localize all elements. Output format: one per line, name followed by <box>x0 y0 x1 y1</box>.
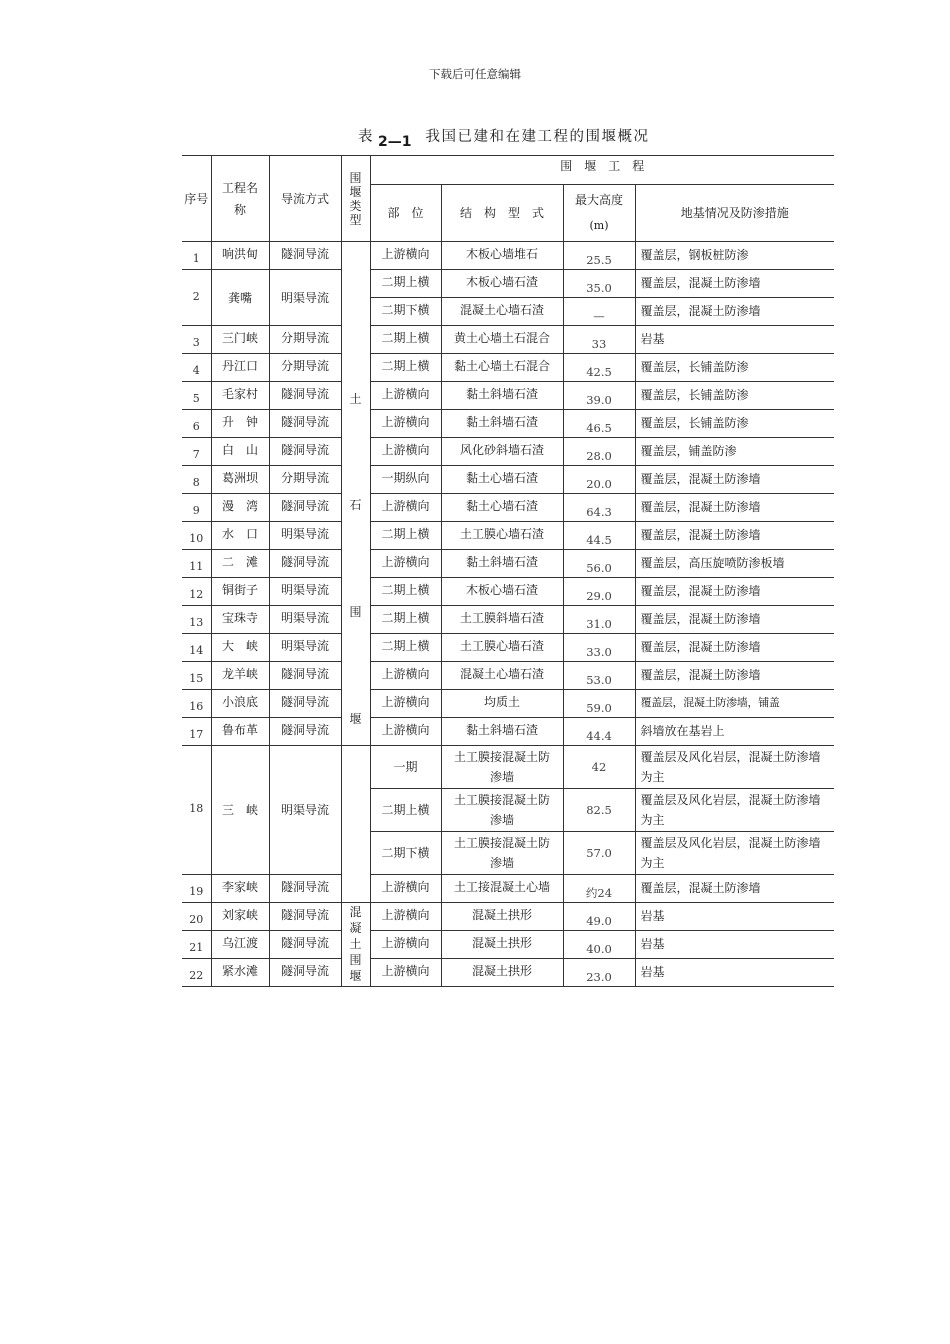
title-number: 2—1 <box>378 134 412 150</box>
cell-name: 李家峡 <box>211 875 269 903</box>
cell-part: 二期上横 <box>370 522 441 550</box>
table-row <box>182 903 834 931</box>
cell-structure: 黏土斜墙石渣 <box>441 382 563 410</box>
cell-diversion: 隧洞导流 <box>269 662 341 690</box>
cell-seq: 5 <box>182 382 211 410</box>
cell-name: 小浪底 <box>211 690 269 718</box>
type-char: 围 <box>349 953 362 967</box>
cell-diversion: 隧洞导流 <box>269 438 341 466</box>
header-type: 围堰类型 <box>341 156 370 242</box>
cell-diversion: 隧洞导流 <box>269 382 341 410</box>
cell-name: 龚嘴 <box>211 270 269 326</box>
cell-structure: 黏土斜墙石渣 <box>441 550 563 578</box>
cell-seq: 6 <box>182 410 211 438</box>
cell-foundation: 覆盖层，混凝土防渗墙 <box>635 578 834 606</box>
cell-height: 33.0 <box>563 634 635 662</box>
table-row <box>182 466 834 494</box>
header-height-label: 最大高度 <box>574 193 623 207</box>
cell-foundation: 覆盖层及风化岩层，混凝土防渗墙为主 <box>635 789 834 832</box>
cell-part: 一期 <box>370 746 441 789</box>
cell-height: 59.0 <box>563 690 635 718</box>
cell-height: 64.3 <box>563 494 635 522</box>
table-row <box>182 410 834 438</box>
cell-foundation: 覆盖层，混凝土防渗墙 <box>635 522 834 550</box>
cell-foundation: 覆盖层，长铺盖防渗 <box>635 382 834 410</box>
cell-part: 一期纵向 <box>370 466 441 494</box>
header-seq: 序号 <box>182 156 211 242</box>
cell-name: 二 滩 <box>211 550 269 578</box>
cell-name: 三 峡 <box>211 746 269 875</box>
cell-part: 上游横向 <box>370 690 441 718</box>
cell-part: 上游横向 <box>370 550 441 578</box>
cell-height: 40.0 <box>563 931 635 959</box>
title-prefix: 表 <box>358 129 374 145</box>
cell-name: 宝珠寺 <box>211 606 269 634</box>
cell-diversion: 明渠导流 <box>269 634 341 662</box>
cell-height: 42.5 <box>563 354 635 382</box>
cell-seq: 11 <box>182 550 211 578</box>
cell-foundation: 覆盖层，混凝土防渗墙，铺盖 <box>635 690 834 718</box>
cell-name: 刘家峡 <box>211 903 269 931</box>
cell-part: 上游横向 <box>370 931 441 959</box>
cell-structure: 木板心墙石渣 <box>441 270 563 298</box>
cell-part: 上游横向 <box>370 494 441 522</box>
cell-seq: 22 <box>182 959 211 987</box>
type-earth-rock-tail <box>341 746 370 903</box>
cell-structure: 混凝土拱形 <box>441 903 563 931</box>
cell-height: 29.0 <box>563 578 635 606</box>
cell-part: 上游横向 <box>370 903 441 931</box>
cell-seq: 2 <box>182 270 211 326</box>
cell-part: 上游横向 <box>370 438 441 466</box>
type-concrete <box>341 903 370 987</box>
cell-part: 二期上横 <box>370 326 441 354</box>
cell-seq: 9 <box>182 494 211 522</box>
cell-foundation: 覆盖层，混凝土防渗墙 <box>635 298 834 326</box>
cell-name: 大 峡 <box>211 634 269 662</box>
cell-height: 20.0 <box>563 466 635 494</box>
cell-foundation: 岩基 <box>635 959 834 987</box>
cell-name: 白 山 <box>211 438 269 466</box>
cell-name: 升 钟 <box>211 410 269 438</box>
cell-structure: 黏土心墙土石混合 <box>441 354 563 382</box>
cell-name: 丹江口 <box>211 354 269 382</box>
cell-seq: 1 <box>182 242 211 270</box>
cell-seq: 16 <box>182 690 211 718</box>
cell-diversion: 隧洞导流 <box>269 494 341 522</box>
cell-name: 鲁布革 <box>211 718 269 746</box>
cell-structure: 土工膜接混凝土防渗墙 <box>441 746 563 789</box>
cell-diversion: 隧洞导流 <box>269 550 341 578</box>
cell-height: 44.4 <box>563 718 635 746</box>
cell-name: 紧水滩 <box>211 959 269 987</box>
header-note: 下载后可任意编辑 <box>429 67 521 81</box>
cell-part: 二期上横 <box>370 789 441 832</box>
cell-diversion: 隧洞导流 <box>269 931 341 959</box>
cell-seq: 7 <box>182 438 211 466</box>
table-row <box>182 270 834 298</box>
cofferdam-table <box>182 155 834 987</box>
table-row <box>182 354 834 382</box>
header-foundation: 地基情况及防渗措施 <box>635 185 834 242</box>
cell-name: 水 口 <box>211 522 269 550</box>
cell-diversion: 明渠导流 <box>269 746 341 875</box>
header-name: 工程名称 <box>211 156 269 242</box>
cell-diversion: 明渠导流 <box>269 270 341 326</box>
cell-part: 二期上横 <box>370 578 441 606</box>
type-char: 堰 <box>349 969 362 983</box>
cell-seq: 13 <box>182 606 211 634</box>
type-char: 堰 <box>349 712 362 726</box>
cell-seq: 8 <box>182 466 211 494</box>
cell-foundation: 覆盖层，混凝土防渗墙 <box>635 494 834 522</box>
cell-name: 三门峡 <box>211 326 269 354</box>
cell-structure: 土工膜接混凝土防渗墙 <box>441 832 563 875</box>
cell-structure: 黄土心墙土石混合 <box>441 326 563 354</box>
cell-name: 铜街子 <box>211 578 269 606</box>
cell-height: 56.0 <box>563 550 635 578</box>
cell-part: 二期上横 <box>370 354 441 382</box>
cell-height: 35.0 <box>563 270 635 298</box>
cell-seq: 17 <box>182 718 211 746</box>
table-row <box>182 438 834 466</box>
cell-seq: 12 <box>182 578 211 606</box>
type-char: 土 <box>349 937 362 951</box>
cell-structure: 土工膜接混凝土防渗墙 <box>441 789 563 832</box>
cell-foundation: 覆盖层，钢板桩防渗 <box>635 242 834 270</box>
cell-diversion: 分期导流 <box>269 354 341 382</box>
cell-diversion: 明渠导流 <box>269 522 341 550</box>
cell-name: 龙羊峡 <box>211 662 269 690</box>
table-row <box>182 578 834 606</box>
table-row <box>182 326 834 354</box>
cell-height: 57.0 <box>563 832 635 875</box>
type-char: 混 <box>349 905 362 919</box>
cell-foundation: 斜墙放在基岩上 <box>635 718 834 746</box>
cell-diversion: 隧洞导流 <box>269 718 341 746</box>
cell-diversion: 分期导流 <box>269 466 341 494</box>
cell-structure: 土工膜心墙石渣 <box>441 634 563 662</box>
title-text: 我国已建和在建工程的围堰概况 <box>425 129 650 145</box>
table-row <box>182 522 834 550</box>
cell-part: 上游横向 <box>370 959 441 987</box>
cell-structure: 土工膜心墙石渣 <box>441 522 563 550</box>
cell-foundation: 岩基 <box>635 903 834 931</box>
cell-diversion: 分期导流 <box>269 326 341 354</box>
cell-seq: 10 <box>182 522 211 550</box>
cell-structure: 土工接混凝土心墙 <box>441 875 563 903</box>
cell-foundation: 覆盖层，高压旋喷防渗板墙 <box>635 550 834 578</box>
cell-height: 28.0 <box>563 438 635 466</box>
type-char: 土 <box>349 392 362 406</box>
table-row <box>182 931 834 959</box>
cell-diversion: 明渠导流 <box>269 578 341 606</box>
table-row <box>182 550 834 578</box>
table-row <box>182 382 834 410</box>
cell-foundation: 覆盖层及风化岩层，混凝土防渗墙为主 <box>635 746 834 789</box>
cell-part: 二期下横 <box>370 832 441 875</box>
header-diversion: 导流方式 <box>269 156 341 242</box>
cell-seq: 4 <box>182 354 211 382</box>
type-earth-rock <box>341 242 370 746</box>
cell-name: 乌江渡 <box>211 931 269 959</box>
cell-structure: 风化砂斜墙石渣 <box>441 438 563 466</box>
cell-structure: 土工膜斜墙石渣 <box>441 606 563 634</box>
cell-part: 上游横向 <box>370 875 441 903</box>
cell-seq: 18 <box>182 746 211 875</box>
cell-height: 49.0 <box>563 903 635 931</box>
cell-diversion: 隧洞导流 <box>269 690 341 718</box>
cell-height: 42 <box>563 746 635 789</box>
cell-name: 葛洲坝 <box>211 466 269 494</box>
cell-diversion: 隧洞导流 <box>269 903 341 931</box>
cell-diversion: 隧洞导流 <box>269 959 341 987</box>
cell-foundation: 覆盖层，混凝土防渗墙 <box>635 875 834 903</box>
cell-foundation: 覆盖层，长铺盖防渗 <box>635 410 834 438</box>
cell-foundation: 覆盖层，长铺盖防渗 <box>635 354 834 382</box>
cell-part: 上游横向 <box>370 718 441 746</box>
header-height-unit: (m) <box>589 219 609 232</box>
table-row <box>182 690 834 718</box>
header-group: 围 堰 工 程 <box>370 156 834 185</box>
cell-height: 53.0 <box>563 662 635 690</box>
cell-part: 二期上横 <box>370 606 441 634</box>
table-row <box>182 959 834 987</box>
table-row <box>182 242 834 270</box>
cell-height: 44.5 <box>563 522 635 550</box>
cell-seq: 19 <box>182 875 211 903</box>
cell-height: 82.5 <box>563 789 635 832</box>
cell-part: 上游横向 <box>370 242 441 270</box>
table-row <box>182 634 834 662</box>
cell-part: 二期上横 <box>370 634 441 662</box>
cell-part: 上游横向 <box>370 662 441 690</box>
cell-structure: 黏土心墙石渣 <box>441 466 563 494</box>
cell-foundation: 覆盖层，混凝土防渗墙 <box>635 634 834 662</box>
cell-structure: 木板心墙堆石 <box>441 242 563 270</box>
cell-seq: 3 <box>182 326 211 354</box>
cell-structure: 混凝土拱形 <box>441 931 563 959</box>
cell-structure: 木板心墙石渣 <box>441 578 563 606</box>
cell-seq: 14 <box>182 634 211 662</box>
cell-height: 33 <box>563 326 635 354</box>
cell-part: 二期下横 <box>370 298 441 326</box>
header-structure: 结 构 型 式 <box>441 185 563 242</box>
cell-structure: 混凝土心墙石渣 <box>441 662 563 690</box>
cell-name: 毛家村 <box>211 382 269 410</box>
cell-height: 25.5 <box>563 242 635 270</box>
header-part: 部 位 <box>370 185 441 242</box>
cell-height: 31.0 <box>563 606 635 634</box>
cell-diversion: 隧洞导流 <box>269 410 341 438</box>
cell-foundation: 覆盖层，混凝土防渗墙 <box>635 466 834 494</box>
cell-structure: 黏土斜墙石渣 <box>441 410 563 438</box>
table-row <box>182 606 834 634</box>
cell-part: 二期上横 <box>370 270 441 298</box>
cell-foundation: 覆盖层，混凝土防渗墙 <box>635 662 834 690</box>
cell-seq: 20 <box>182 903 211 931</box>
cell-seq: 21 <box>182 931 211 959</box>
cell-height: 46.5 <box>563 410 635 438</box>
cell-structure: 黏土斜墙石渣 <box>441 718 563 746</box>
cell-part: 上游横向 <box>370 382 441 410</box>
table-row <box>182 718 834 746</box>
cell-height: — <box>563 298 635 326</box>
cell-diversion: 隧洞导流 <box>269 875 341 903</box>
cell-foundation: 覆盖层及风化岩层，混凝土防渗墙为主 <box>635 832 834 875</box>
cell-foundation: 覆盖层，铺盖防渗 <box>635 438 834 466</box>
cell-diversion: 隧洞导流 <box>269 242 341 270</box>
type-char: 围 <box>349 605 362 619</box>
cell-structure: 黏土心墙石渣 <box>441 494 563 522</box>
table-row <box>182 662 834 690</box>
cell-foundation: 岩基 <box>635 931 834 959</box>
cell-name: 响洪甸 <box>211 242 269 270</box>
cell-seq: 15 <box>182 662 211 690</box>
cell-structure: 均质土 <box>441 690 563 718</box>
cell-diversion: 明渠导流 <box>269 606 341 634</box>
cell-height: 约24 <box>563 875 635 903</box>
table-title <box>358 125 650 150</box>
cell-height: 39.0 <box>563 382 635 410</box>
type-char: 凝 <box>349 921 362 935</box>
cell-foundation: 覆盖层，混凝土防渗墙 <box>635 270 834 298</box>
cell-part: 上游横向 <box>370 410 441 438</box>
table-row <box>182 746 834 789</box>
table-row <box>182 494 834 522</box>
cell-structure: 混凝土心墙石渣 <box>441 298 563 326</box>
cell-structure: 混凝土拱形 <box>441 959 563 987</box>
cell-name: 漫 湾 <box>211 494 269 522</box>
header-height <box>563 185 635 242</box>
cell-foundation: 覆盖层，混凝土防渗墙 <box>635 606 834 634</box>
type-char: 石 <box>349 498 362 512</box>
table-row <box>182 875 834 903</box>
cell-foundation: 岩基 <box>635 326 834 354</box>
cell-height: 23.0 <box>563 959 635 987</box>
